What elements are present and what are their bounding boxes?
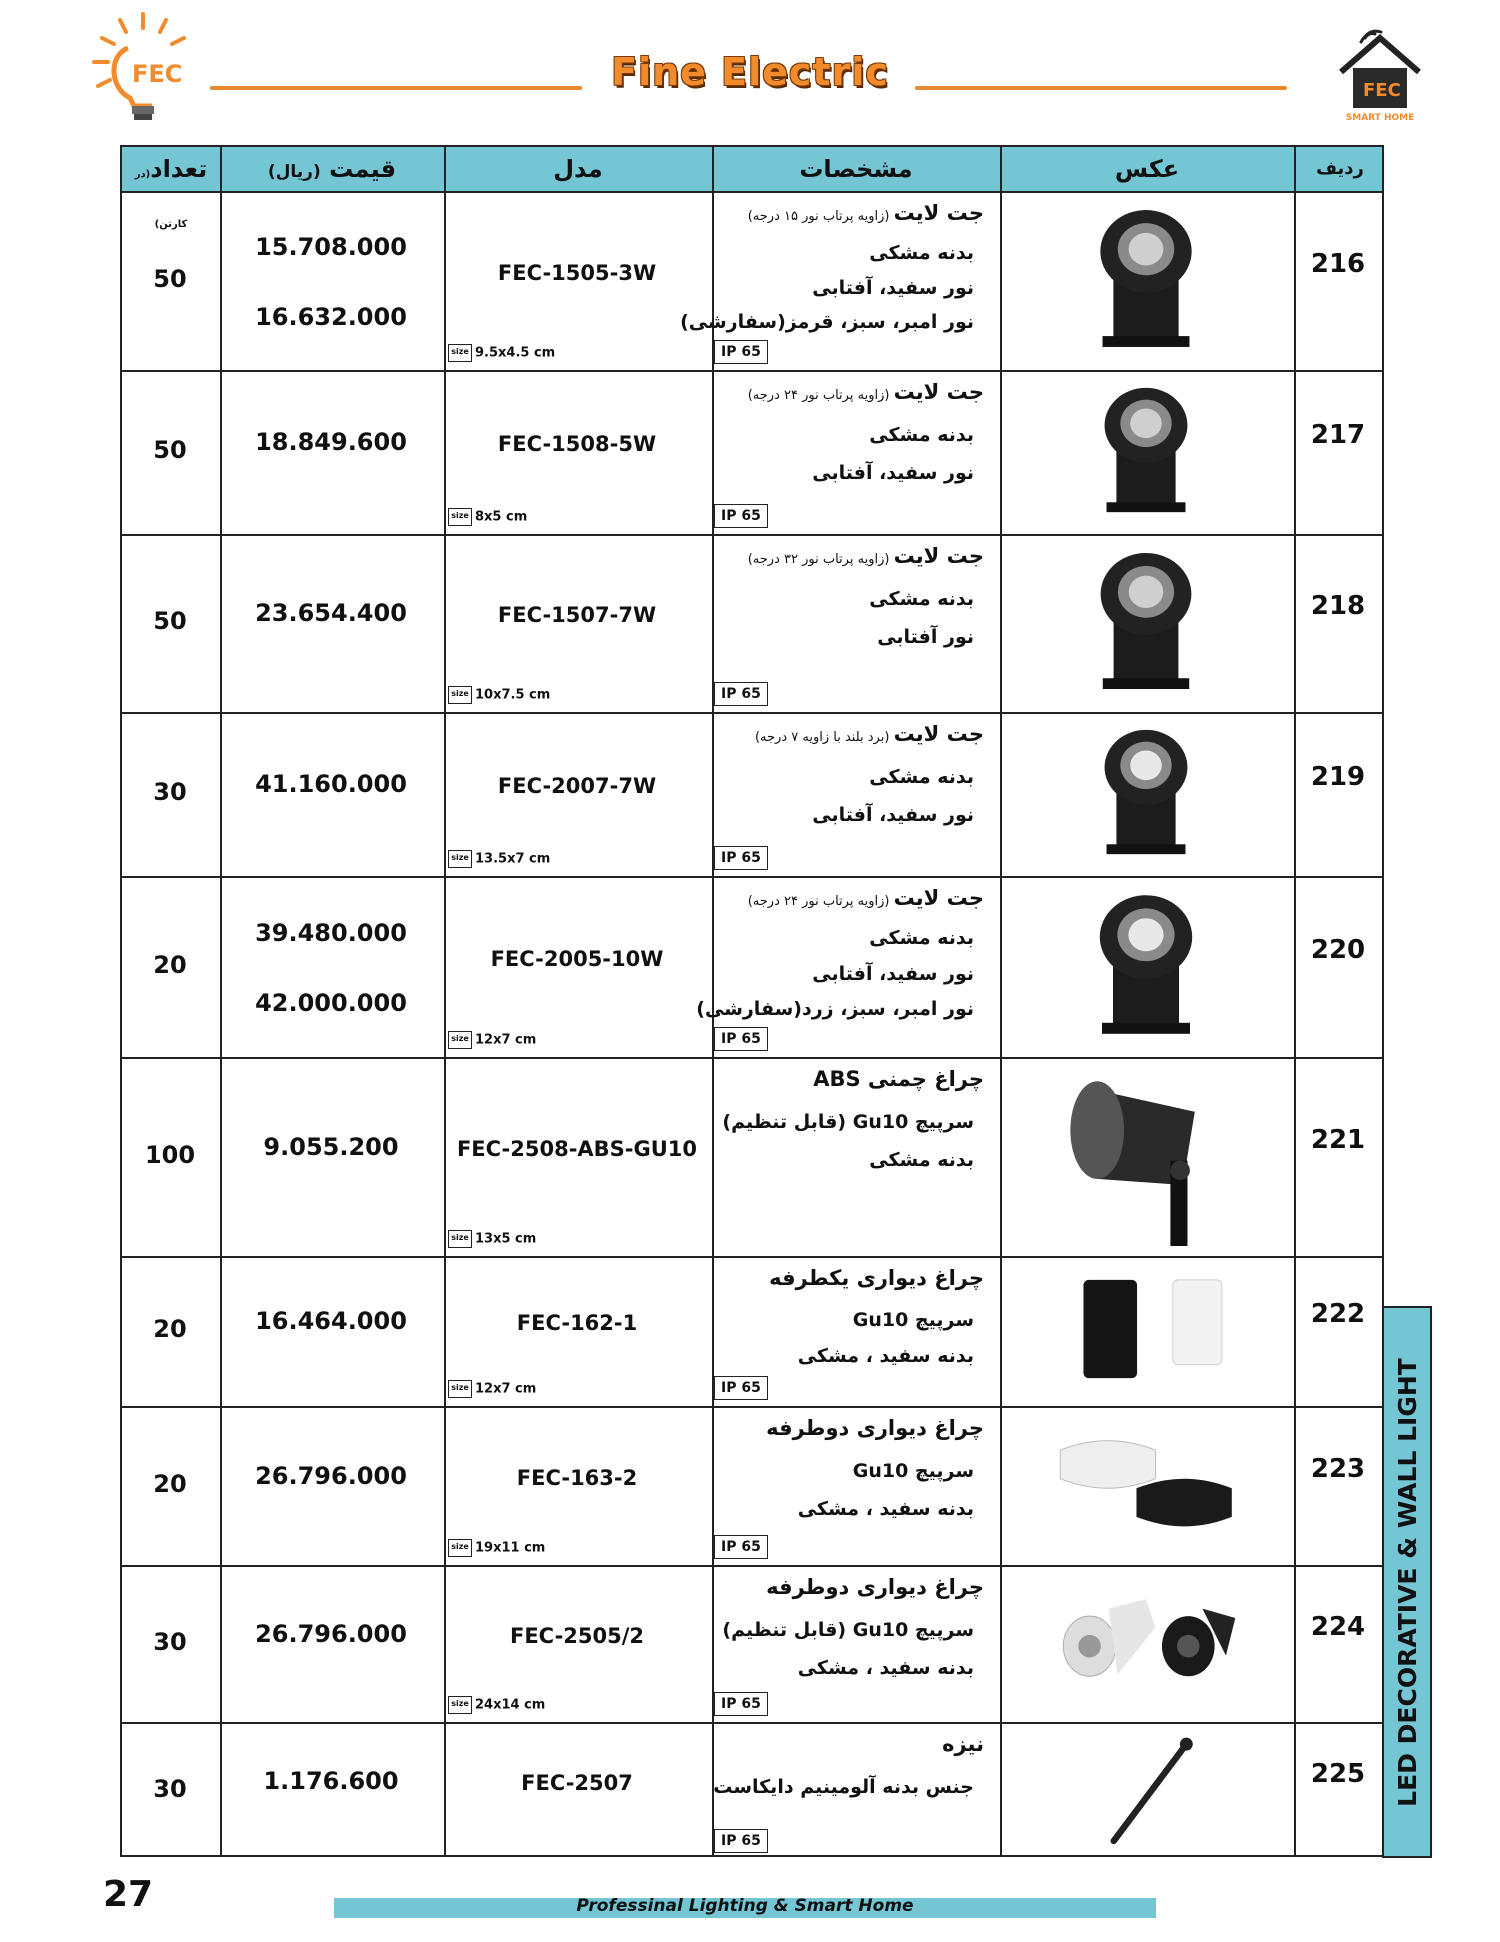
price-cell: 23.654.400 (255, 599, 407, 627)
header-qty (122, 147, 220, 230)
spec-title-text: جت لایت (893, 201, 984, 225)
size-badge (448, 508, 527, 527)
spec-note: (زاویه پرتاب نور ۲۴ درجه) (747, 894, 894, 909)
spec-line: نور امبر، سبز، زرد(سفارشی) (696, 997, 974, 1020)
size-badge (448, 1380, 536, 1399)
row-number: 224 (1310, 1611, 1366, 1642)
spec-title-text: چراغ چمنی ABS (813, 1067, 984, 1091)
spec-line: بدنه مشکی (869, 927, 974, 950)
spec-title-text: جت لایت (893, 380, 984, 404)
header-rule-right (915, 86, 1287, 90)
ip-rating-badge: IP 65 (714, 1829, 768, 1853)
ip-rating-badge: IP 65 (714, 340, 768, 364)
row-number: 219 (1310, 762, 1366, 792)
svg-text:SMART HOME: SMART HOME (1345, 113, 1415, 123)
spec-line: سرپیچ Gu10 (852, 1460, 974, 1482)
size-icon: size (448, 1031, 472, 1049)
size-value: 13x5 cm (475, 1231, 537, 1247)
spec-title-text: جت لایت (893, 722, 984, 746)
row-divider (122, 1722, 1382, 1724)
size-value: 8x5 cm (475, 509, 528, 525)
size-value: 10x7.5 cm (475, 687, 551, 703)
qty-cell: 50 (153, 436, 187, 464)
price-cell: 26.796.000 (255, 1461, 407, 1490)
price-cell: 15.708.000 (255, 232, 407, 261)
qty-cell: 100 (144, 1140, 196, 1169)
header-price (220, 147, 444, 191)
spec-line: نور امبر، سبز، قرمز(سفارشی) (680, 311, 974, 334)
size-icon: size (448, 344, 472, 362)
model-cell: FEC-2508-ABS-GU10 (456, 1136, 698, 1161)
spec-line: سرپیچ Gu10 (852, 1308, 974, 1331)
model-cell: FEC-2005-10W (490, 946, 664, 971)
spec-line: بدنه سفید ، مشکی (797, 1345, 974, 1368)
spec-line: بدنه سفید ، مشکی (797, 1657, 974, 1679)
row-number: 222 (1310, 1299, 1366, 1329)
spec-title (748, 380, 984, 404)
spec-line: نور آفتابی (877, 626, 974, 648)
size-badge (448, 344, 555, 363)
size-badge (448, 1230, 536, 1249)
row-number: 223 (1310, 1453, 1366, 1484)
spec-title (748, 201, 984, 225)
price-cell: 18.849.600 (255, 428, 407, 456)
size-icon: size (448, 850, 472, 868)
spec-line: سرپیچ Gu10 (قابل تنظیم) (722, 1111, 974, 1133)
svg-text:FEC: FEC (132, 60, 183, 88)
model-cell: FEC-1507-7W (497, 603, 657, 627)
header-model: مدل (553, 155, 603, 183)
spec-title-text: نیزه (942, 1732, 984, 1756)
price-cell: 9.055.200 (263, 1132, 399, 1161)
size-value: 13.5x7 cm (475, 851, 551, 867)
side-banner-label (1382, 1306, 1432, 1858)
ip-rating-badge: IP 65 (714, 1376, 768, 1400)
product-photo (1010, 1571, 1282, 1712)
header-rule-left (210, 86, 582, 90)
product-photo (1010, 540, 1282, 702)
qty-cell: 30 (153, 778, 187, 806)
row-number: 220 (1310, 934, 1366, 965)
size-icon: size (448, 1380, 472, 1398)
spec-title (813, 1067, 984, 1091)
spec-title-text: جت لایت (893, 886, 984, 910)
spec-title-text: چراغ دیواری دوطرفه (766, 1416, 984, 1440)
header-price-label: قیمت (329, 155, 397, 183)
row-number: 218 (1310, 591, 1366, 621)
size-badge (448, 1031, 536, 1050)
model-cell: FEC-2505/2 (509, 1623, 645, 1648)
qty-cell: 20 (153, 1469, 187, 1498)
spec-title (766, 1575, 984, 1599)
size-value: 24x14 cm (475, 1697, 546, 1713)
product-photo (1010, 1063, 1282, 1246)
spec-title (769, 1266, 984, 1290)
row-number: 216 (1310, 248, 1366, 279)
svg-text:FEC: FEC (1363, 80, 1401, 101)
price-cell: 16.632.000 (255, 302, 407, 331)
spec-line: نور سفید، آفتابی (812, 962, 974, 985)
product-photo (1010, 718, 1282, 866)
product-photo (1010, 376, 1282, 524)
model-cell: FEC-1505-3W (497, 260, 657, 285)
col-divider (1000, 147, 1002, 1855)
footer-tagline: Professinal Lighting & Smart Home (576, 1896, 914, 1916)
row-divider (122, 1406, 1382, 1408)
spec-title (942, 1732, 984, 1756)
qty-cell: 20 (153, 1315, 187, 1343)
model-cell: FEC-162-1 (516, 1311, 638, 1335)
model-cell: FEC-1508-5W (497, 432, 657, 456)
header-row-no: ردیف (1316, 158, 1364, 179)
size-icon: size (448, 1696, 472, 1714)
size-badge (448, 1696, 545, 1715)
spec-title (766, 1416, 984, 1440)
fec-bulb-logo (88, 8, 198, 126)
spec-note: (برد بلند با زاویه ۷ درجه) (754, 730, 894, 745)
row-number: 217 (1310, 420, 1366, 450)
page-number: 27 (103, 1874, 154, 1915)
qty-cell: 30 (153, 1627, 187, 1656)
qty-cell: 50 (153, 607, 187, 635)
size-value: 12x7 cm (475, 1381, 537, 1397)
col-divider (1294, 147, 1296, 1855)
size-icon: size (448, 1230, 472, 1248)
header-specs: مشخصات (799, 155, 913, 183)
ip-rating-badge: IP 65 (714, 682, 768, 706)
col-divider (444, 147, 446, 1855)
ip-rating-badge: IP 65 (714, 504, 768, 528)
header-photo: عکس (1114, 155, 1180, 183)
ip-rating-badge: IP 65 (714, 1027, 768, 1051)
size-icon: size (448, 686, 472, 704)
row-divider (122, 712, 1382, 714)
row-divider (122, 191, 1382, 193)
size-value: 12x7 cm (475, 1032, 537, 1048)
model-cell: FEC-163-2 (516, 1465, 638, 1490)
spec-line: نور سفید، آفتابی (812, 462, 974, 484)
header-price-unit: (ریال) (267, 162, 321, 182)
fec-smart-home-logo (1335, 28, 1425, 124)
product-photo (1010, 882, 1282, 1047)
qty-cell: 20 (153, 950, 187, 979)
spec-line: بدنه مشکی (869, 588, 974, 610)
ip-rating-badge: IP 65 (714, 1535, 768, 1559)
spec-line: سرپیچ Gu10 (قابل تنظیم) (722, 1619, 974, 1641)
spec-title-text: چراغ دیواری یکطرفه (769, 1266, 984, 1290)
spec-title (748, 886, 984, 910)
spec-line: بدنه مشکی (869, 241, 974, 264)
size-icon: size (448, 508, 472, 526)
row-number: 225 (1310, 1758, 1366, 1789)
spec-line: جنس بدنه آلومینیم دایکاست (713, 1776, 974, 1798)
spec-line: نور سفید، آفتابی (812, 804, 974, 826)
side-banner-text: LED DECORATIVE & WALL LIGHT (1392, 1357, 1422, 1807)
size-value: 9.5x4.5 cm (475, 345, 556, 361)
spec-line: بدنه مشکی (869, 424, 974, 446)
header-qty-label: تعداد (150, 155, 208, 183)
row-divider (122, 370, 1382, 372)
size-badge (448, 850, 550, 869)
spec-line: نور سفید، آفتابی (812, 276, 974, 299)
spec-line: بدنه سفید ، مشکی (797, 1498, 974, 1520)
price-cell: 1.176.600 (263, 1766, 399, 1795)
row-divider (122, 876, 1382, 878)
size-icon: size (448, 1539, 472, 1557)
price-cell: 16.464.000 (255, 1307, 407, 1335)
row-divider (122, 1256, 1382, 1258)
header-qty-unit: (در کارتن) (134, 169, 188, 230)
size-badge (448, 1539, 545, 1558)
spec-note: (زاویه پرتاب نور ۳۲ درجه) (747, 552, 894, 567)
spec-note: (زاویه پرتاب نور ۲۴ درجه) (747, 388, 894, 403)
spec-title (755, 722, 984, 746)
row-divider (122, 1565, 1382, 1567)
row-divider (122, 1057, 1382, 1059)
row-number: 221 (1310, 1124, 1366, 1155)
product-photo (1010, 1728, 1282, 1849)
size-value: 19x11 cm (475, 1540, 546, 1556)
product-photo (1010, 1262, 1282, 1396)
spec-title-text: چراغ دیواری دوطرفه (766, 1575, 984, 1599)
price-cell: 26.796.000 (255, 1619, 407, 1648)
spec-note: (زاویه پرتاب نور ۱۵ درجه) (747, 209, 894, 224)
size-badge (448, 686, 550, 705)
spec-line: بدنه مشکی (869, 766, 974, 788)
spec-title-text: جت لایت (893, 544, 984, 568)
price-cell: 39.480.000 (255, 918, 407, 947)
brand-title: Fine Electric (611, 50, 889, 94)
row-divider (122, 534, 1382, 536)
spec-line: بدنه مشکی (869, 1149, 974, 1171)
qty-cell: 50 (153, 264, 187, 293)
price-cell: 42.000.000 (255, 988, 407, 1017)
product-photo (1010, 1412, 1282, 1555)
ip-rating-badge: IP 65 (714, 846, 768, 870)
price-cell: 41.160.000 (255, 770, 407, 798)
qty-cell: 30 (153, 1774, 187, 1803)
spec-title (748, 544, 984, 568)
model-cell: FEC-2007-7W (497, 774, 657, 798)
ip-rating-badge: IP 65 (714, 1692, 768, 1716)
product-photo (1010, 197, 1282, 360)
model-cell: FEC-2507 (521, 1770, 633, 1795)
